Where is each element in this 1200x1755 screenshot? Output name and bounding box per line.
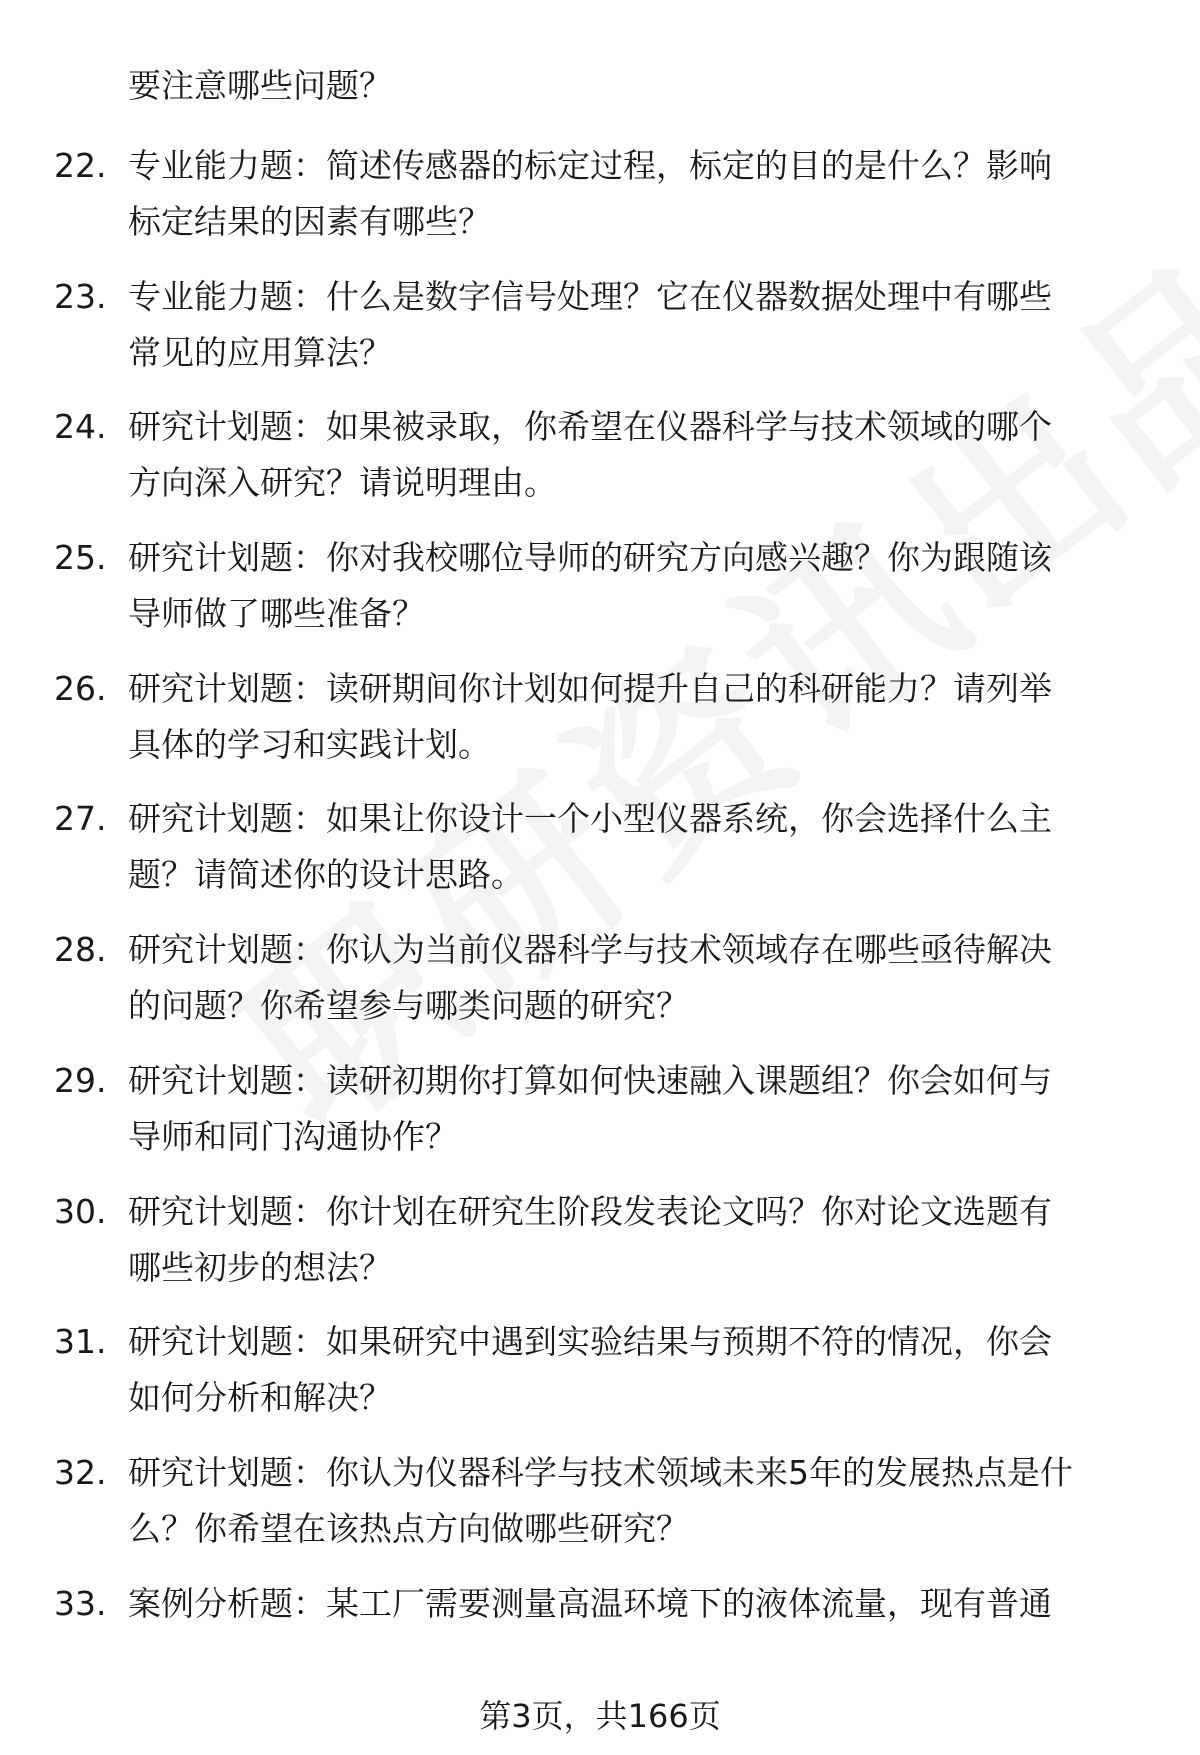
continuation-text: 要注意哪些问题？ — [128, 66, 392, 105]
question-text-line: 专业能力题：简述传感器的标定过程，标定的目的是什么？影响 — [128, 146, 1052, 185]
question-number: 23. — [54, 276, 107, 316]
question-item — [0, 530, 1200, 661]
question-text-line: 研究计划题：你计划在研究生阶段发表论文吗？你对论文选题有 — [128, 1191, 1052, 1231]
question-text-line: 研究计划题：你认为仪器科学与技术领域未来5年的发展热点是什 — [128, 1452, 1073, 1492]
question-item — [0, 1053, 1200, 1184]
question-text-line: 研究计划题：你对我校哪位导师的研究方向感兴趣？你为跟随该 — [128, 538, 1052, 578]
question-item — [0, 791, 1200, 922]
question-item — [0, 661, 1200, 792]
question-text-line: 常见的应用算法？ — [128, 332, 392, 372]
question-text-line: 方向深入研究？请说明理由。 — [128, 463, 557, 503]
question-text-line: 专业能力题：什么是数字信号处理？它在仪器数据处理中有哪些 — [128, 276, 1052, 316]
question-text-line: 案例分析题：某工厂需要测量高温环境下的液体流量，现有普通 — [128, 1583, 1052, 1623]
question-number: 25. — [54, 538, 107, 578]
question-number: 30. — [54, 1191, 107, 1231]
question-item — [0, 138, 1200, 269]
question-number: 31. — [54, 1322, 107, 1362]
question-number: 32. — [54, 1452, 107, 1492]
question-item — [0, 1184, 1200, 1315]
question-number: 27. — [54, 799, 107, 839]
question-item — [0, 1445, 1200, 1576]
question-number: 22. — [54, 146, 107, 185]
question-text-line: 标定结果的因素有哪些？ — [128, 202, 491, 241]
question-number: 24. — [54, 407, 107, 447]
question-item — [0, 1576, 1200, 1707]
question-number: 33. — [54, 1583, 107, 1623]
question-text-line: 如何分析和解决？ — [128, 1378, 392, 1418]
question-text-line: 研究计划题：你认为当前仪器科学与技术领域存在哪些亟待解决 — [128, 930, 1052, 970]
question-item — [0, 399, 1200, 530]
question-text-line: 研究计划题：如果研究中遇到实验结果与预期不符的情况，你会 — [128, 1322, 1052, 1362]
question-text-line: 的问题？你希望参与哪类问题的研究？ — [128, 986, 689, 1026]
question-number: 26. — [54, 668, 107, 708]
page-footer: 第3页，共166页 — [479, 1697, 721, 1735]
question-text-line: 导师和同门沟通协作？ — [128, 1116, 458, 1156]
question-text-line: 题？请简述你的设计思路。 — [128, 855, 524, 895]
question-text-line: 研究计划题：如果让你设计一个小型仪器系统，你会选择什么主 — [128, 799, 1052, 839]
question-item — [0, 1314, 1200, 1445]
question-item — [0, 269, 1200, 400]
question-text-line: 研究计划题：读研期间你计划如何提升自己的科研能力？请列举 — [128, 668, 1052, 708]
question-item — [0, 922, 1200, 1053]
question-text-line: 研究计划题：读研初期你打算如何快速融入课题组？你会如何与 — [128, 1060, 1052, 1100]
question-text-line: 么？你希望在该热点方向做哪些研究？ — [128, 1508, 689, 1548]
question-number: 29. — [54, 1060, 107, 1100]
question-text-line: 具体的学习和实践计划。 — [128, 724, 491, 764]
question-number: 28. — [54, 930, 107, 970]
question-text-line: 研究计划题：如果被录取，你希望在仪器科学与技术领域的哪个 — [128, 407, 1052, 447]
question-list — [0, 138, 1200, 1706]
question-text-line: 导师做了哪些准备？ — [128, 594, 425, 634]
question-text-line: 哪些初步的想法？ — [128, 1247, 392, 1287]
